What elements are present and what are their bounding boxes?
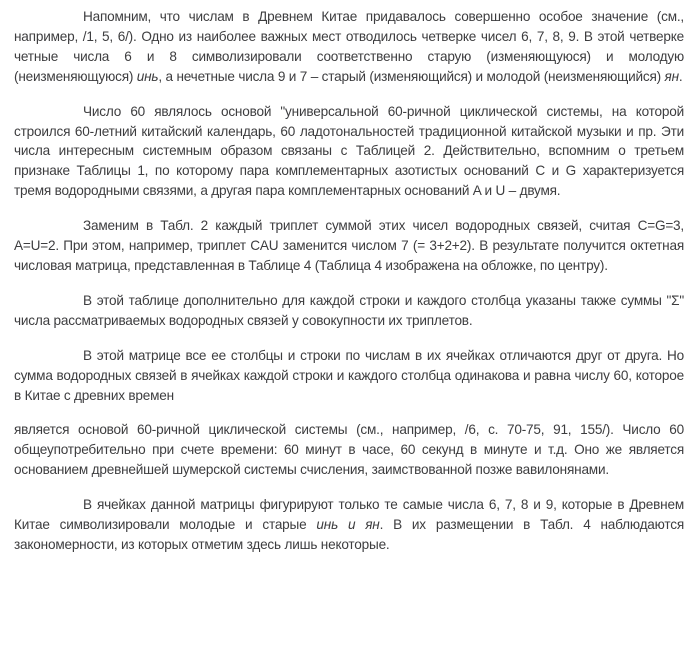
paragraph bbox=[14, 346, 684, 406]
text-run: Число 60 являлось основой "универсальной 60-ричной циклической системы, на которой строился 60-летний китайский календарь, 60 ладотональностей традиционной китайской музыки и пр. Эти числа интересным системным образом связаны с Таблицей 2. Действительно, вспомним о третьем признаке Таблицы 1, по которому пара комплементарных азотистых оснований C и G характеризуется тремя водородными связями, а другая пара комплементарных оснований A и U – двумя. bbox=[14, 103, 684, 199]
text-run: , а нечетные числа 9 и 7 – старый (изменяющийся) и молодой (неизменяющийся) bbox=[158, 68, 665, 84]
paragraph bbox=[14, 291, 684, 331]
text-run: Напомним, что числам в Древнем Китае придавалось совершенно особое значение (см., например, /1, 5, 6/). Одно из наиболее важных мест отводилось четверке чисел 6, 7, 8, 9. В этой четверке четные числа 6 и 8 символизировали соответственно старую (изменяющуюся) и молодую (неизменяющуюся) bbox=[14, 9, 684, 84]
text-run: является основой 60-ричной циклической системы (см., например, /6, с. 70-75, 91, 155/). Число 60 общеупотребительно при счете времени: 60 минут в часе, 60 секунд в минуте и т.д. Оно же является основанием древнейшей шумерской системы счисления, заимствованной позже вавилонянами. bbox=[14, 422, 684, 478]
text-run: . В их размещении в Табл. 4 наблюдаются закономерности, из которых отметим здесь лишь некоторые. bbox=[14, 517, 684, 552]
paragraph bbox=[14, 102, 684, 202]
paragraph bbox=[14, 7, 684, 87]
paragraph bbox=[14, 495, 684, 555]
text-run: . bbox=[678, 68, 683, 84]
paragraph bbox=[14, 420, 684, 480]
document-text bbox=[14, 7, 684, 555]
text-run: В этой матрице все ее столбцы и строки по числам в их ячейках отличаются друг от друга. Но сумма водородных связей в ячейках каждой строки и каждого столбца одинакова и равна числу 60, которое в Китае с древних времен bbox=[14, 347, 684, 403]
paragraph bbox=[14, 216, 684, 276]
text-run: Заменим в Табл. 2 каждый триплет суммой этих чисел водородных связей, считая C=G=3, A=U=2. При этом, например, триплет CAU заменится числом 7 (= 3+2+2). В результате получится октетная числовая матрица, представленная в Таблице 4 (Таблица 4 изображена на обложке, по центру). bbox=[14, 218, 684, 273]
text-run: В этой таблице дополнительно для каждой строки и каждого столбца указаны также суммы "Σ" числа рассматриваемых водородных связей у совокупности их триплетов. bbox=[14, 292, 684, 328]
text-run: ян bbox=[664, 68, 679, 84]
text-run: инь и ян bbox=[316, 517, 380, 533]
text-run: В ячейках данной матрицы фигурируют только те самые числа 6, 7, 8 и 9, которые в Древнем Китае символизировали молодые и старые bbox=[14, 497, 684, 533]
text-run: инь bbox=[136, 68, 159, 84]
